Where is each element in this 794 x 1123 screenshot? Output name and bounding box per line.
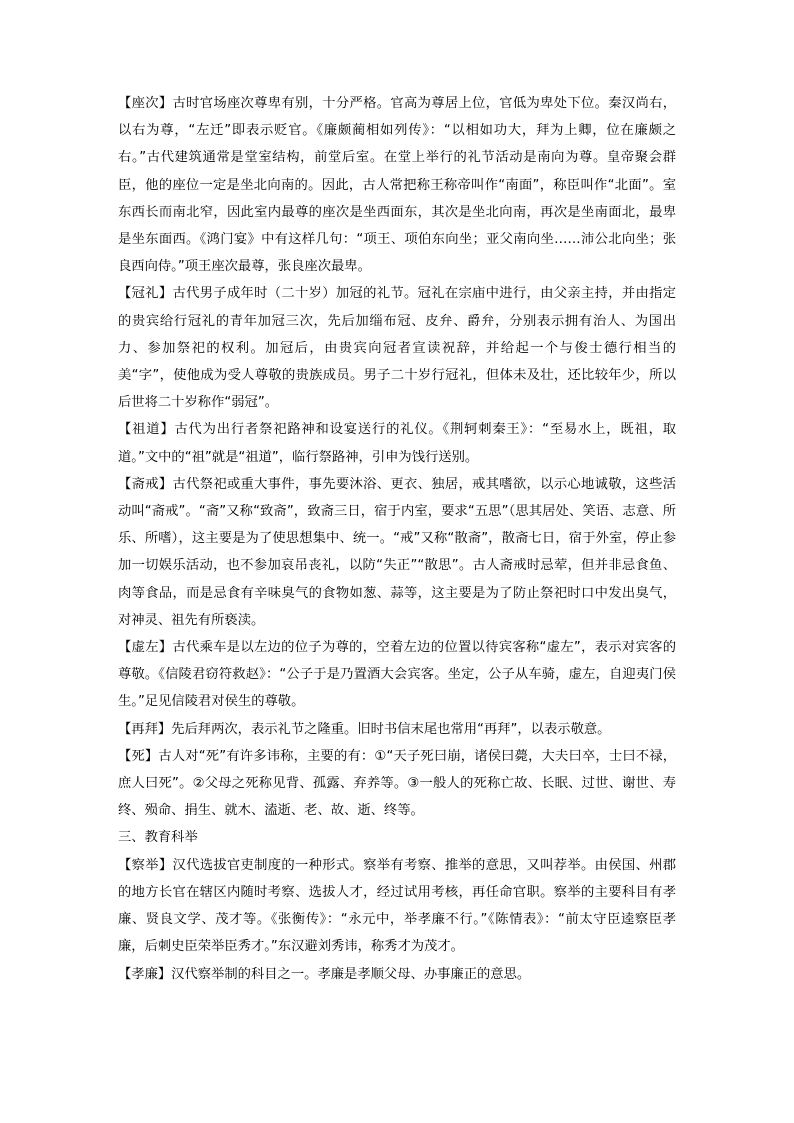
document-page: [118, 90, 676, 988]
paragraph-zudao: 【祖道】古代为出行者祭祀路神和设宴送行的礼仪。《荆轲刺秦王》：“至易水上，既祖，取道。”文中的“祖”就是“祖道”，临行祭路神，引申为饯行送别。: [118, 422, 676, 465]
paragraph-xuzuo: 【虚左】古代乘车是以左边的位子为尊的，空着左边的位置以待宾客称“虚左”，表示对宾客的尊敬。《信陵君窃符救赵》：“公子于是乃置酒大会宾客。坐定，公子从车骑，虚左，自迎夷门侯生。”足见信陵君对侯生的尊敬。: [118, 640, 676, 710]
section-heading: 三、教育科举: [118, 830, 198, 846]
paragraph-guanli: 【冠礼】古代男子成年时（二十岁）加冠的礼节。冠礼在宗庙中进行，由父亲主持，并由指定的贵宾给行冠礼的青年加冠三次，先后加缁布冠、皮弁、爵弁，分别表示拥有治人、为国出力、参加祭祀的权利。加冠后，由贵宾向冠者宣读祝辞，并给起一个与俊士德行相当的美“字”，使他成为受人尊敬的贵族成员。男子二十岁行冠礼，但体未及壮，还比较年少，所以后世将二十岁称作“弱冠”。: [118, 286, 676, 411]
paragraph-zuoci: 【座次】古时官场座次尊卑有别，十分严格。官高为尊居上位，官低为卑处下位。秦汉尚右，以右为尊，“左迁”即表示贬官。《廉颇蔺相如列传》：“以相如功大，拜为上卿，位在廉颇之右。”古代建筑通常是堂室结构，前堂后室。在堂上举行的礼节活动是南向为尊。皇帝聚会群臣，他的座位一定是坐北向南的。因此，古人常把称王称帝叫作“南面”，称臣叫作“北面”。室东西长而南北窄，因此室内最尊的座次是坐西面东，其次是坐北向南，再次是坐南面北，最卑是坐东面西。《鸿门宴》中有这样几句：“项王、项伯东向坐；亚父南向坐……沛公北向坐；张良西向侍。”项王座次最尊，张良座次最卑。: [118, 96, 676, 275]
paragraph-si: 【死】古人对“死”有许多讳称，主要的有：①“天子死曰崩，诸侯曰薨，大夫曰卒，士曰不禄，庶人曰死”。②父母之死称见背、孤露、弃养等。③一般人的死称亡故、长眠、过世、谢世、寿终、殒命、捐生、就木、溘逝、老、故、逝、终等。: [118, 748, 676, 819]
paragraph-zaibai: 【再拜】先后拜两次，表示礼节之隆重。旧时书信末尾也常用“再拜”，以表示敬意。: [118, 721, 611, 737]
paragraph-xiaolian: 【孝廉】汉代察举制的科目之一。孝廉是孝顺父母、办事廉正的意思。: [118, 966, 531, 982]
paragraph-zhaijie: 【斋戒】古代祭祀或重大事件，事先要沐浴、更衣、独居，戒其嗜欲，以示心地诚敬，这些活动叫“斋戒”。“斋”又称“致斋”，致斋三日，宿于内室，要求“五思”（思其居处、笑语、志意、所乐、所嗜），这主要是为了使思想集中、统一。“戒”又称“散斋”，散斋七日，宿于外室，停止参加一切娱乐活动，也不参加哀吊丧礼，以防“失正”“散思”。古人斋戒时忌荤，但并非忌食鱼、肉等食品，而是忌食有辛味臭气的食物如葱、蒜等，这主要是为了防止祭祀时口中发出臭气，对神灵、祖先有所亵渎。: [118, 476, 676, 628]
paragraph-chaju: 【察举】汉代选拔官吏制度的一种形式。察举有考察、推举的意思，又叫荐举。由侯国、州郡的地方长官在辖区内随时考察、选拔人才，经过试用考核，再任命官职。察举的主要科目有孝廉、贤良文学、茂才等。《张衡传》：“永元中，举孝廉不行。”《陈情表》：“前太守臣逵察臣孝廉，后刺史臣荣举臣秀才。”东汉避刘秀讳，称秀才为茂才。: [118, 857, 676, 955]
